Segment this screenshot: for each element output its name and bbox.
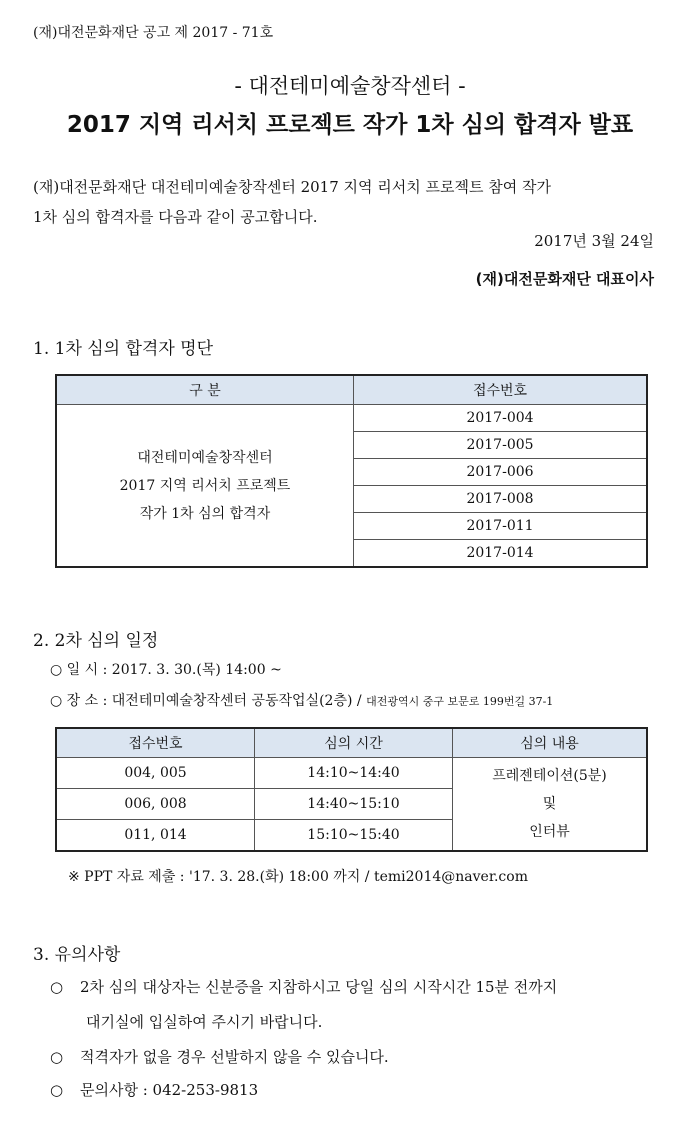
table-row [56,405,647,432]
content-line: 인터뷰 [529,824,570,840]
col-content: 심의 내용 [453,728,648,758]
ppt-submission-note: ※ PPT 자료 제출 : '17. 3. 28.(화) 18:00 까지 / temi2014@naver.com [68,869,528,885]
receipt-cell: 2017-014 [354,540,648,568]
receipt-cell: 004, 005 [56,758,255,789]
col-receipt: 접수번호 [354,375,648,405]
col-category: 구 분 [56,375,354,405]
bullet-circle: ○ [50,1048,64,1066]
receipt-cell: 006, 008 [56,789,255,820]
receipt-cell: 2017-004 [354,405,648,432]
title-line-2: 2017 지역 리서치 프로젝트 작가 1차 심의 합격자 발표 [66,112,634,138]
notice-number: (재)대전문화재단 공고 제 2017 - 71호 [33,25,274,41]
col-receipt: 접수번호 [56,728,255,758]
table-header-row [56,728,647,758]
col-time: 심의 시간 [255,728,453,758]
title-line-1: - 대전테미예술창작센터 - [234,74,466,98]
category-line: 작가 1차 심의 합격자 [139,505,271,522]
intro-line-1: (재)대전문화재단 대전테미예술창작센터 2017 지역 리서치 프로젝트 참여 작가 [33,178,551,196]
place-text: ○ 장 소 : 대전테미예술창작센터 공동작업실(2층) / [50,693,362,709]
note-1 [50,976,557,997]
section-3-heading: 3. 유의사항 [33,945,121,965]
category-cell [56,405,354,568]
content-line: 프레젠테이션(5분) [492,768,607,784]
organization-signature: (재)대전문화재단 대표이사 [475,270,654,288]
section-1-heading: 1. 1차 심의 합격자 명단 [33,339,214,359]
schedule-date: ○ 일 시 : 2017. 3. 30.(목) 14:00 ~ [50,662,282,678]
schedule-place [50,690,553,710]
category-line: 대전테미예술창작센터 [137,449,273,466]
section-2-heading: 2. 2차 심의 일정 [33,631,159,651]
content-cell [453,758,648,852]
receipt-cell: 2017-005 [354,432,648,459]
receipt-cell: 2017-008 [354,486,648,513]
announcement-date: 2017년 3월 24일 [534,232,654,250]
note-1-continued: 대기실에 입실하여 주시기 바랍니다. [86,1013,323,1031]
schedule-table [55,727,648,852]
intro-paragraph [33,172,658,232]
note-3-text: 문의사항 : 042-253-9813 [80,1081,259,1099]
receipt-cell: 2017-006 [354,459,648,486]
intro-line-2: 1차 심의 합격자를 다음과 같이 공고합니다. [33,208,318,226]
table-row [56,758,647,789]
note-2 [50,1046,389,1067]
note-2-text: 적격자가 없을 경우 선발하지 않을 수 있습니다. [80,1048,389,1066]
pass-list-table [55,374,648,568]
time-cell: 15:10~15:40 [255,820,453,852]
category-line: 2017 지역 리서치 프로젝트 [119,477,291,494]
place-address: 대전광역시 중구 보문로 199번길 37-1 [366,695,554,708]
time-cell: 14:40~15:10 [255,789,453,820]
time-cell: 14:10~14:40 [255,758,453,789]
receipt-cell: 2017-011 [354,513,648,540]
bullet-circle: ○ [50,978,64,996]
table-header-row [56,375,647,405]
receipt-cell: 011, 014 [56,820,255,852]
bullet-circle: ○ [50,1081,64,1099]
note-3 [50,1079,258,1100]
content-line: 및 [542,796,557,812]
note-1-text: 2차 심의 대상자는 신분증을 지참하시고 당일 심의 시작시간 15분 전까지 [80,978,558,996]
